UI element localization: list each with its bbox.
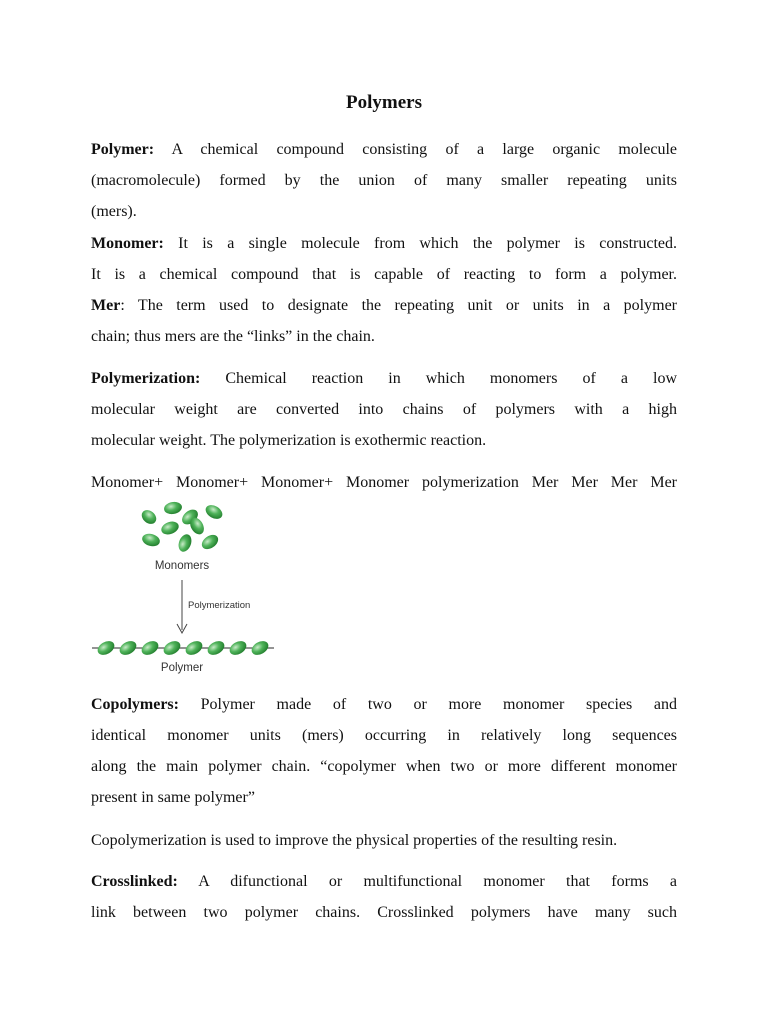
polymer-term: Polymer: <box>91 141 155 158</box>
polymer-bead <box>205 638 227 657</box>
polymer-bead <box>249 638 271 657</box>
mer-definition <box>91 290 677 352</box>
mer-text-2: chain; thus mers are the “links” in the chain. <box>91 328 375 345</box>
crosslinked-text-2: link between two polymer chains. Crosslinked polymers have many such <box>91 904 677 921</box>
monomer-bead <box>203 502 225 521</box>
monomer-definition <box>91 228 677 290</box>
copolymers-definition <box>91 689 677 813</box>
copolymers-text-4: present in same polymer” <box>91 789 255 806</box>
polymer-bead <box>161 638 183 657</box>
polymer-definition <box>91 134 677 227</box>
monomer-bead <box>159 519 180 536</box>
mer-text-1: : The term used to designate the repeating unit or units in a polymer <box>120 297 677 314</box>
polymer-text-1: A chemical compound consisting of a large organic molecule <box>171 141 678 158</box>
monomer-bead <box>199 532 221 552</box>
polymer-label: Polymer <box>160 662 204 674</box>
polymer-bead <box>183 638 205 657</box>
polymer-text-3: (mers). <box>91 203 137 220</box>
monomer-text-1: It is a single molecule from which the polymer is constructed. <box>178 235 677 252</box>
monomer-text-2: It is a chemical compound that is capable of reacting to form a polymer. <box>91 266 677 283</box>
polymer-bead <box>117 638 139 657</box>
page-title: Polymers <box>346 92 422 113</box>
polymerization-text-2: molecular weight are converted into chains of polymers with a high <box>91 401 677 418</box>
polymerization-diagram <box>90 500 280 680</box>
crosslinked-term: Crosslinked: <box>91 873 178 890</box>
monomers-label: Monomers <box>154 560 210 572</box>
monomer-bead <box>176 532 193 553</box>
polymerization-term: Polymerization: <box>91 370 201 387</box>
crosslinked-text-1: A difunctional or multifunctional monomer that forms a <box>198 873 678 890</box>
monomer-cluster <box>139 501 225 554</box>
polymer-text-2: (macromolecule) formed by the union of many smaller repeating units <box>91 172 677 189</box>
polymerization-arrow-label: Polymerization <box>188 600 251 611</box>
equation-text: Monomer+ Monomer+ Monomer+ Monomer polymerization Mer Mer Mer Mer <box>91 474 677 491</box>
equation-line <box>91 467 677 498</box>
polymer-bead <box>139 638 161 657</box>
polymer-bead <box>95 638 117 657</box>
copolymers-text-3: along the main polymer chain. “copolymer when two or more different monomer <box>91 758 677 775</box>
copolymers-text-2: identical monomer units (mers) occurring in relatively long sequences <box>91 727 677 744</box>
copolymers-text-1: Polymer made of two or more monomer species and <box>200 696 677 713</box>
mer-term: Mer <box>91 297 121 314</box>
crosslinked-definition <box>91 866 677 928</box>
copolymerization-paragraph <box>91 825 677 856</box>
polymer-chain <box>92 638 274 657</box>
polymer-bead <box>227 638 249 657</box>
monomer-bead <box>163 501 183 516</box>
monomer-term: Monomer: <box>91 235 164 252</box>
polymerization-text-3: molecular weight. The polymerization is exothermic reaction. <box>91 432 487 449</box>
copolymers-term: Copolymers: <box>91 696 179 713</box>
monomer-bead <box>141 532 161 548</box>
polymerization-definition <box>91 363 677 456</box>
monomer-bead <box>139 507 159 526</box>
copolymerization-text: Copolymerization is used to improve the physical properties of the resulting resin. <box>91 832 618 849</box>
polymerization-text-1: Chemical reaction in which monomers of a low <box>225 370 678 387</box>
